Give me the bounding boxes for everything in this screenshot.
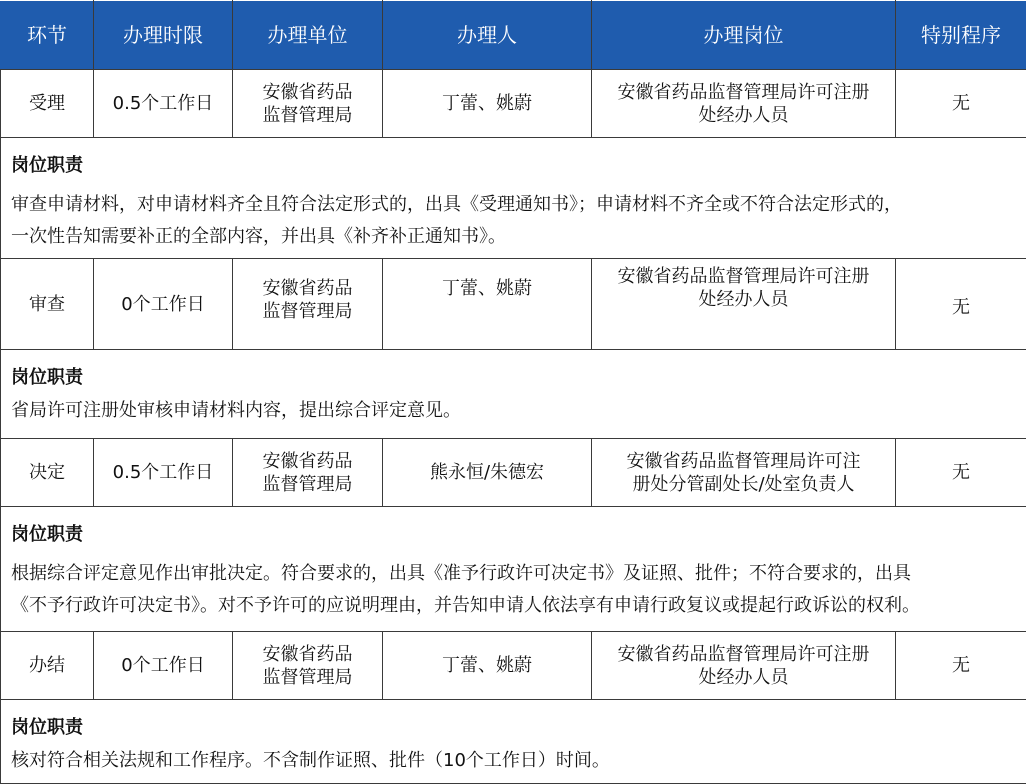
duty-row-accept (1, 138, 1026, 259)
duty-row-complete (1, 700, 1026, 784)
duty-row-decide (1, 507, 1026, 632)
header-post: 办理岗位 (592, 1, 896, 70)
header-step: 环节 (1, 1, 94, 70)
header-handler: 办理人 (383, 1, 592, 70)
stage-time: 0.5个工作日 (94, 70, 233, 138)
stage-special: 无 (896, 632, 1026, 700)
stage-special: 无 (896, 439, 1026, 507)
stage-row-review (1, 259, 1026, 350)
stage-step: 决定 (1, 439, 94, 507)
stage-post: 安徽省药品监督管理局许可注册 处经办人员 (592, 70, 896, 138)
stage-person: 丁蕾、姚蔚 (383, 70, 592, 138)
stage-special: 无 (896, 70, 1026, 138)
duty-text: 根据综合评定意见作出审批决定。符合要求的，出具《准予行政许可决定书》及证照、批件；不符合要求的，出具 《不予行政许可决定书》。对不予许可的应说明理由，并告知申请人依法享有申请行政复议或提起行政诉讼的权利。 (11, 563, 920, 616)
stage-person: 丁蕾、姚蔚 (383, 259, 592, 350)
stage-unit: 安徽省药品 监督管理局 (233, 70, 383, 138)
duty-heading: 岗位职责 (11, 524, 83, 545)
duty-row-review (1, 350, 1026, 439)
stage-person: 熊永恒/朱德宏 (383, 439, 592, 507)
stage-step: 受理 (1, 70, 94, 138)
duty-heading: 岗位职责 (11, 155, 83, 176)
duty-cell (1, 507, 1026, 632)
duty-heading: 岗位职责 (11, 367, 83, 388)
stage-step: 审查 (1, 259, 94, 350)
stage-post: 安徽省药品监督管理局许可注 册处分管副处长/处室负责人 (592, 439, 896, 507)
duty-text: 核对符合相关法规和工作程序。不含制作证照、批件（10个工作日）时间。 (11, 750, 610, 771)
duty-cell (1, 350, 1026, 439)
stage-post: 安徽省药品监督管理局许可注册 处经办人员 (592, 259, 896, 350)
duty-heading: 岗位职责 (11, 717, 83, 738)
stage-row-complete (1, 632, 1026, 700)
header-time-limit: 办理时限 (94, 1, 233, 70)
stage-person: 丁蕾、姚蔚 (383, 632, 592, 700)
stage-special: 无 (896, 259, 1026, 350)
stage-time: 0个工作日 (94, 259, 233, 350)
stage-unit: 安徽省药品 监督管理局 (233, 439, 383, 507)
duty-text: 省局许可注册处审核申请材料内容，提出综合评定意见。 (11, 400, 461, 421)
stage-unit: 安徽省药品 监督管理局 (233, 632, 383, 700)
stage-row-accept (1, 70, 1026, 138)
stage-row-decide (1, 439, 1026, 507)
stage-step: 办结 (1, 632, 94, 700)
duty-cell (1, 700, 1026, 784)
duty-text: 审查申请材料，对申请材料齐全且符合法定形式的，出具《受理通知书》；申请材料不齐全或不符合法定形式的， 一次性告知需要补正的全部内容，并出具《补齐补正通知书》。 (11, 194, 902, 247)
header-row (1, 1, 1026, 70)
header-unit: 办理单位 (233, 1, 383, 70)
stage-time: 0个工作日 (94, 632, 233, 700)
stage-time: 0.5个工作日 (94, 439, 233, 507)
duty-cell (1, 138, 1026, 259)
header-special-procedure: 特别程序 (896, 1, 1026, 70)
stage-post: 安徽省药品监督管理局许可注册 处经办人员 (592, 632, 896, 700)
stage-unit: 安徽省药品 监督管理局 (233, 259, 383, 350)
